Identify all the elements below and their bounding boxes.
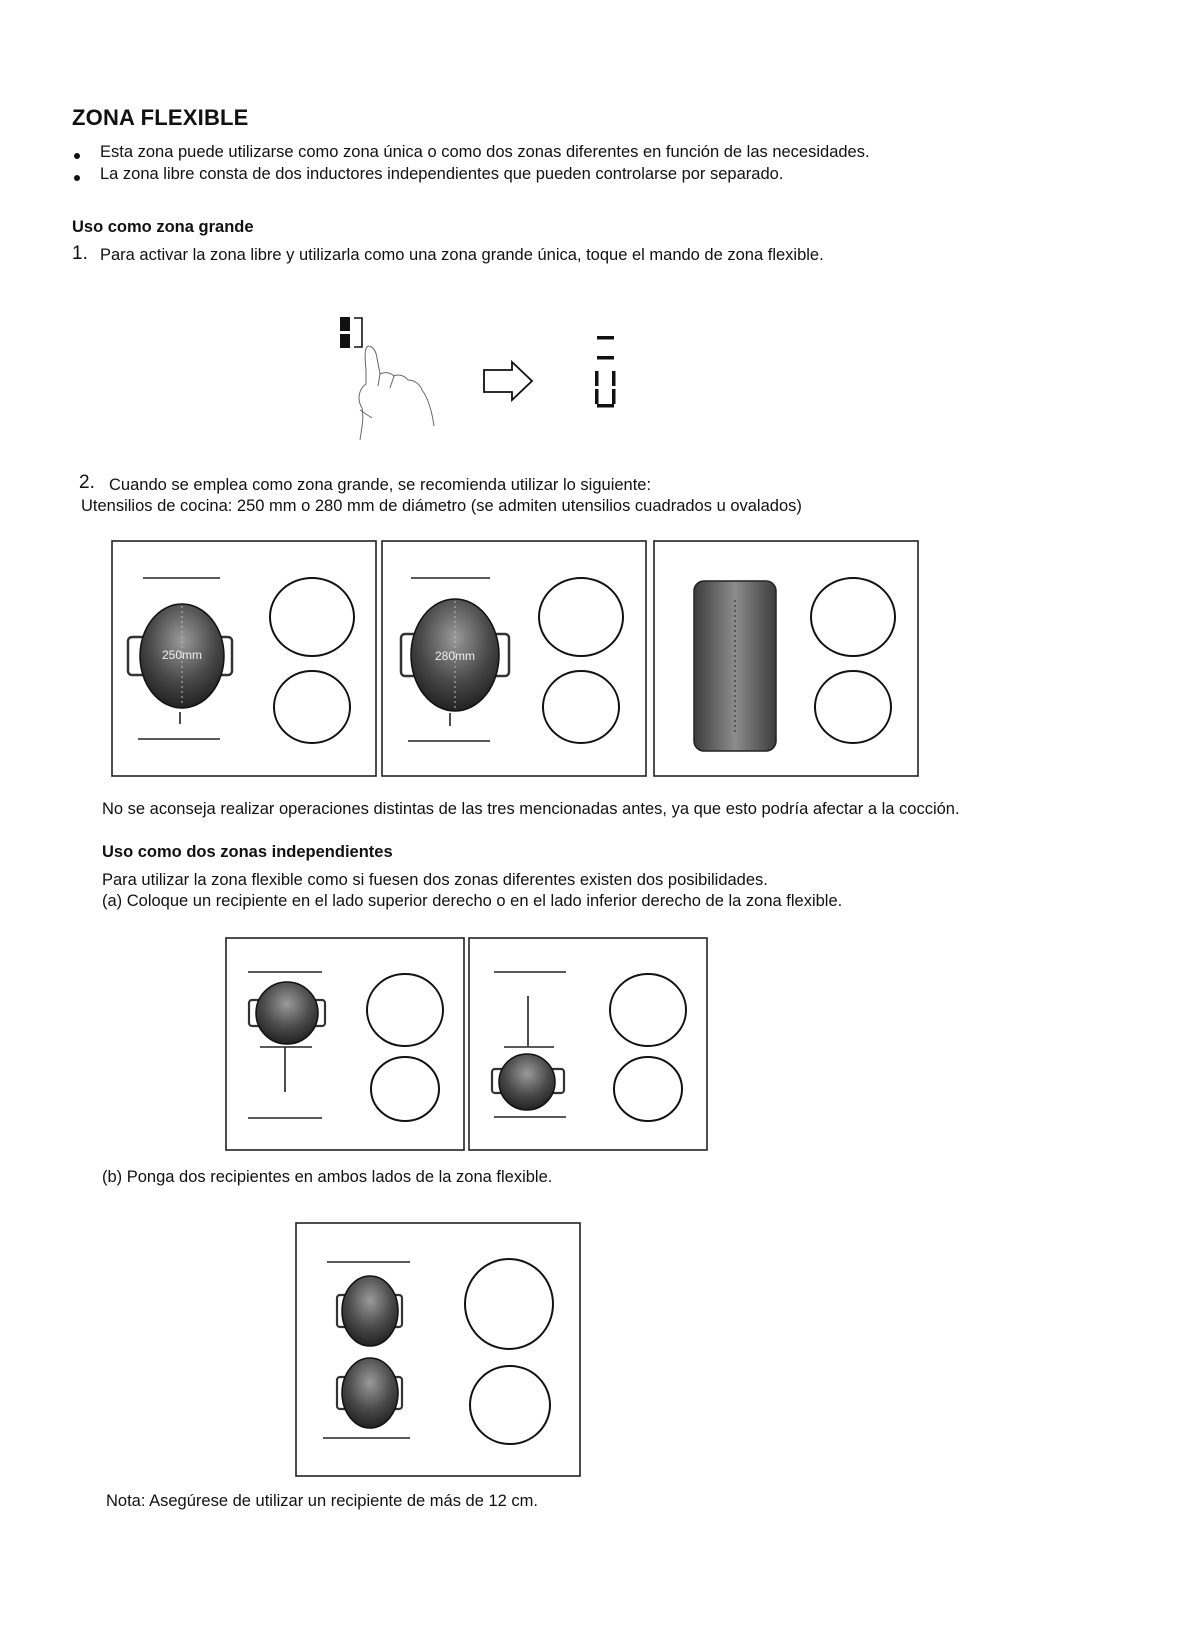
option-a-text: (a) Coloque un recipiente en el lado superior derecho o en el lado inferior derecho de la zona flexible.: [102, 892, 843, 910]
pot-size-label: 280mm: [434, 649, 476, 663]
pot-bottom: [342, 1358, 398, 1428]
step-text: Cuando se emplea como zona grande, se recomienda utilizar lo siguiente:: [109, 476, 652, 494]
note-text: Nota: Asegúrese de utilizar un recipiente de más de 12 cm.: [106, 1492, 538, 1510]
bullet-item: Esta zona puede utilizarse como zona única o como dos zonas diferentes en función de las necesidades.: [100, 143, 870, 161]
page-title: ZONA FLEXIBLE: [72, 105, 249, 130]
step-text: Para activar la zona libre y utilizarla como una zona grande única, toque el mando de zona flexible.: [100, 246, 824, 264]
warning-text: No se aconseja realizar operaciones distintas de las tres mencionadas antes, ya que esto podría afectar a la cocción.: [102, 800, 960, 818]
intro-text: Para utilizar la zona flexible como si fuesen dos zonas diferentes existen dos posibilidades.: [102, 871, 768, 889]
bullet-item: La zona libre consta de dos inductores independientes que pueden controlarse por separado.: [100, 165, 784, 183]
section-heading-large: Uso como zona grande: [72, 218, 254, 236]
step-number: 1.: [72, 243, 88, 264]
option-b-text: (b) Ponga dos recipientes en ambos lados de la zona flexible.: [102, 1168, 553, 1186]
section-heading-two: Uso como dos zonas independientes: [102, 843, 393, 861]
hob-panel-two-pots: [296, 1223, 580, 1476]
utensils-text: Utensilios de cocina: 250 mm o 280 mm de diámetro (se admiten utensilios cuadrados u ovalados): [81, 497, 802, 515]
step-number: 2.: [79, 472, 95, 493]
pot-size-label: 250mm: [161, 648, 203, 662]
pot-top: [342, 1276, 398, 1346]
